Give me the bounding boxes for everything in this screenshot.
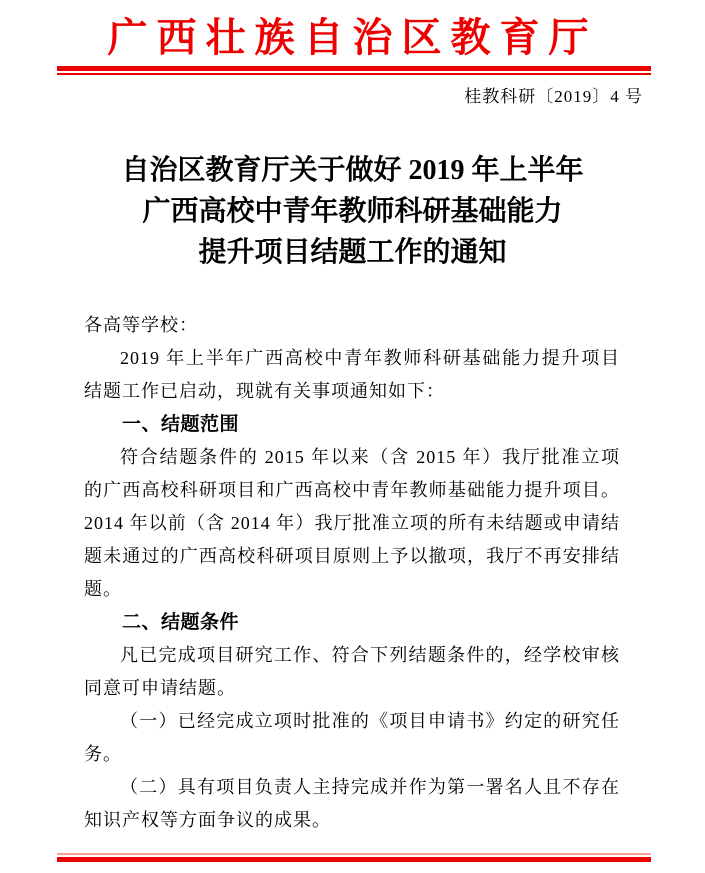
section-2-heading: 二、结题条件 xyxy=(122,612,240,633)
red-separator-bottom xyxy=(57,853,651,862)
notice-title xyxy=(40,150,665,273)
condition-item-2: （二）具有项目负责人主持完成并作为第一署名人且不存在知识产权等方面争议的成果。 xyxy=(84,777,620,830)
red-separator-top xyxy=(57,66,651,75)
notice-title-line-2: 广西高校中青年教师科研基础能力 xyxy=(142,196,563,227)
document-number: 桂教科研〔2019〕4 号 xyxy=(464,87,643,106)
condition-item-1: （一）已经完成立项时批准的《项目申请书》约定的研究任务。 xyxy=(84,711,620,764)
notice-title-line-3: 提升项目结题工作的通知 xyxy=(198,237,507,268)
salutation: 各高等学校： xyxy=(84,315,198,335)
section-1-paragraph: 符合结题条件的 2015 年以来（含 2015 年）我厅批准立项的广西高校科研项目和广西高校中青年教师基础能力提升项目。2014 年以前（含 2014 年）我厅批准立项的所有未结题或申请结题未通过的广西高校科研项目原则上予以撤项，我厅不再安排结题。 xyxy=(84,447,620,599)
section-2-paragraph: 凡已完成项目研究工作、符合下列结题条件的，经学校审核同意可申请结题。 xyxy=(84,645,620,698)
document-body xyxy=(84,309,620,837)
section-1-heading: 一、结题范围 xyxy=(122,414,240,435)
letterhead-agency-name: 广西壮族自治区教育厅 xyxy=(107,15,598,60)
notice-title-line-1: 自治区教育厅关于做好 2019 年上半年 xyxy=(121,155,584,186)
intro-paragraph: 2019 年上半年广西高校中青年教师科研基础能力提升项目结题工作已启动，现就有关事项通知如下： xyxy=(84,348,620,401)
